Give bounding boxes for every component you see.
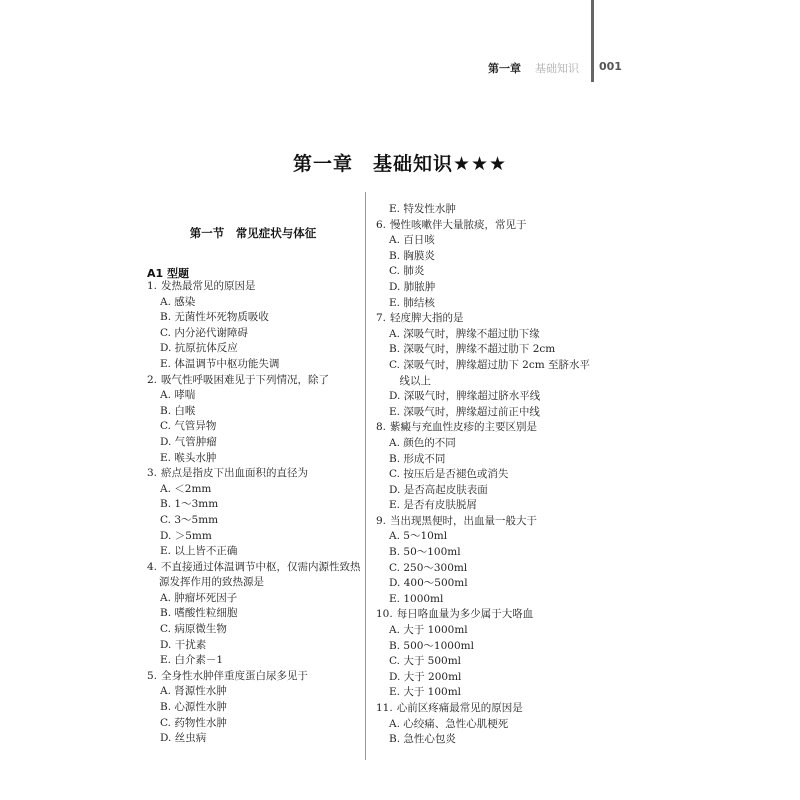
- option: C. 3～5mm: [160, 513, 219, 526]
- option: E. 大于 100ml: [389, 686, 462, 699]
- question: [376, 514, 616, 530]
- option: C. 气管异物: [160, 420, 217, 433]
- question-text: 轻度脾大指的是: [390, 312, 464, 325]
- question-number: 4.: [147, 560, 158, 573]
- header-chapter: 第一章: [488, 62, 521, 75]
- option: A. 肿瘤坏死因子: [160, 591, 238, 604]
- option: D. ＞5mm: [160, 529, 212, 542]
- option: E. 是否有皮肤脱屑: [389, 499, 477, 512]
- option: A. 肾源性水肿: [160, 685, 227, 698]
- running-header: [470, 58, 650, 80]
- question: [147, 466, 362, 482]
- question-type-label: A1 型题: [147, 267, 189, 280]
- option: E. 白介素－1: [160, 654, 224, 667]
- option: A. 百日咳: [389, 234, 435, 247]
- option: C. 大于 500ml: [389, 655, 462, 668]
- question-number: 10.: [376, 608, 393, 621]
- option: A. 哮喘: [160, 389, 196, 402]
- option: C. 药物性水肿: [160, 716, 227, 729]
- option: B. 深吸气时，脾缘不超过肋下 2cm: [389, 343, 556, 356]
- option: B. 白喉: [160, 404, 196, 417]
- option: D. 肺脓肿: [389, 280, 436, 293]
- question-number: 11.: [376, 702, 393, 714]
- question: [376, 607, 616, 623]
- option: D. 抗原抗体反应: [160, 342, 238, 355]
- option: B. 心源性水肿: [160, 701, 227, 714]
- chapter-title: 第一章 基础知识★★★: [292, 153, 508, 175]
- option: E. 1000ml: [389, 592, 444, 605]
- option: B. 500～1000ml: [389, 639, 474, 652]
- header-bar: [591, 0, 594, 82]
- column-divider: [365, 192, 366, 760]
- section-title: 第一节 常见症状与体征: [189, 226, 317, 240]
- question: [147, 279, 362, 295]
- option: E. 肺结核: [389, 296, 435, 309]
- option: A. 心绞痛、急性心肌梗死: [389, 717, 509, 730]
- option: A. 5～10ml: [389, 530, 448, 543]
- option: E. 体温调节中枢功能失调: [160, 357, 280, 370]
- question-text: 瘀点是指皮下出血面积的直径为: [161, 467, 309, 480]
- question: [147, 669, 362, 685]
- option: D. 气管肿瘤: [160, 435, 217, 448]
- option: B. 胸膜炎: [389, 249, 435, 262]
- question-text: 全身性水肿伴重度蛋白尿多见于: [161, 669, 309, 682]
- option: E. 深吸气时，脾缘超过前正中线: [389, 405, 540, 418]
- option: A. 颜色的不同: [389, 436, 456, 449]
- question-text: 心前区疼痛最常见的原因是: [396, 702, 523, 714]
- option: A. 大于 1000ml: [389, 624, 468, 637]
- question-number: 6.: [376, 218, 387, 231]
- option: E. 特发性水肿: [389, 203, 456, 215]
- question-text: 慢性咳嗽伴大量脓痰，常见于: [390, 218, 527, 231]
- option: C. 病原微生物: [160, 623, 227, 636]
- question: [147, 560, 362, 576]
- question: [376, 311, 616, 327]
- question-text: 吸气性呼吸困难见于下列情况，除了: [161, 373, 330, 386]
- question-number: 5.: [147, 669, 158, 682]
- option: 线以上: [389, 374, 431, 387]
- right-column: [376, 202, 616, 748]
- option: D. 400～500ml: [389, 577, 468, 590]
- question-text-continued: 源发挥作用的致热源是: [159, 576, 264, 589]
- question-number: 2.: [147, 373, 158, 386]
- question-text: 每日咯血量为多少属于大咯血: [396, 608, 534, 621]
- option: C. 内分泌代谢障碍: [160, 326, 248, 339]
- option: B. 50～100ml: [389, 546, 461, 559]
- option: E. 以上皆不正确: [160, 545, 238, 558]
- question-number: 8.: [376, 421, 387, 434]
- option: A. ＜2mm: [160, 482, 212, 495]
- option: D. 大于 200ml: [389, 670, 462, 683]
- option: B. 嗜酸性粒细胞: [160, 607, 238, 620]
- option: B. 1～3mm: [160, 498, 219, 511]
- option: C. 深吸气时，脾缘超过肋下 2cm 至脐水平: [389, 358, 591, 371]
- left-column: [147, 279, 362, 747]
- question-number: 3.: [147, 467, 158, 480]
- question-number: 1.: [147, 280, 158, 292]
- option: B. 无菌性坏死物质吸收: [160, 311, 269, 324]
- option: D. 是否高起皮肤表面: [389, 483, 488, 496]
- question: [376, 218, 616, 234]
- question-number: 9.: [376, 514, 387, 527]
- question-text: 当出现黑便时，出血量一般大于: [390, 514, 538, 527]
- option: B. 形成不同: [389, 452, 446, 465]
- question-text: 发热最常见的原因是: [161, 280, 256, 292]
- option: C. 250～300ml: [389, 561, 468, 574]
- question-number: 7.: [376, 312, 387, 325]
- question: [147, 373, 362, 389]
- option: D. 干扰素: [160, 638, 207, 651]
- question-text: 不直接通过体温调节中枢，仅需内源性致热: [161, 560, 361, 573]
- option: C. 按压后是否褪色或消失: [389, 468, 509, 481]
- question-text: 紫癜与充血性皮疹的主要区别是: [390, 421, 538, 434]
- option: D. 丝虫病: [160, 732, 207, 745]
- page-number: 001: [599, 60, 622, 73]
- option: D. 深吸气时，脾缘超过脐水平线: [389, 390, 541, 403]
- option: A. 深吸气时，脾缘不超过肋下缘: [389, 327, 540, 340]
- option: E. 喉头水肿: [160, 451, 217, 464]
- option: A. 感染: [160, 295, 196, 308]
- question: [376, 420, 616, 436]
- option: B. 急性心包炎: [389, 733, 456, 746]
- header-section: 基础知识: [535, 62, 579, 75]
- option: C. 肺炎: [389, 265, 425, 278]
- question: [376, 701, 616, 717]
